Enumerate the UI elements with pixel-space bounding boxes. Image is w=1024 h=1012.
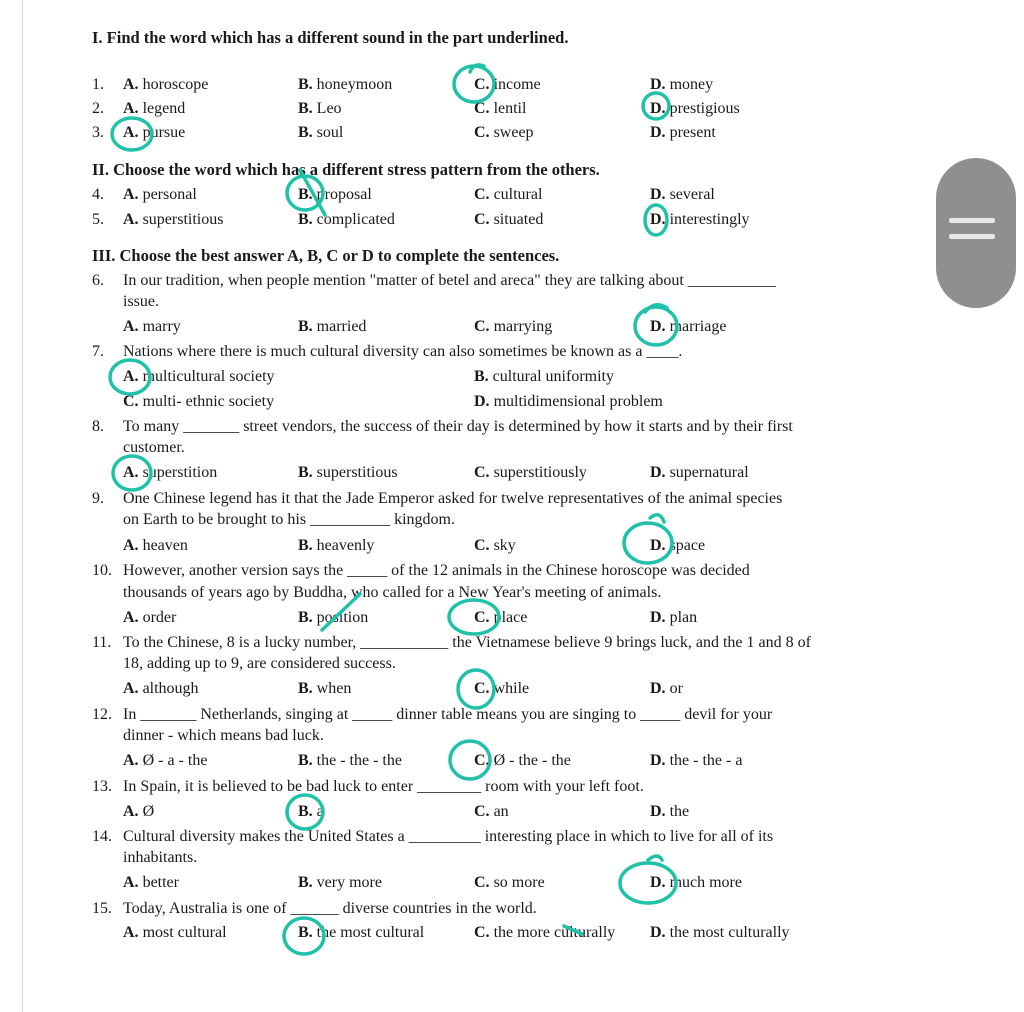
q8-option-a[interactable]: A. superstition — [123, 464, 218, 481]
q6-text: In our tradition, when people mention "matter of betel and areca" they are talking about ___________ — [123, 272, 776, 289]
q5-option-d[interactable]: D. interestingly — [650, 211, 750, 228]
q15-option-d[interactable]: D. the most culturally — [650, 924, 790, 941]
q7-option-c[interactable]: C. multi- ethnic society — [123, 393, 275, 410]
q2-option-d[interactable]: D. prestigious — [650, 100, 740, 117]
q9-option-c[interactable]: C. sky — [474, 537, 516, 554]
q11-text-cont: 18, adding up to 9, are considered success. — [123, 655, 396, 672]
q4-option-d[interactable]: D. several — [650, 186, 715, 203]
q12-option-c[interactable]: C. Ø - the - the — [474, 752, 571, 769]
q4-option-a[interactable]: A. personal — [123, 186, 197, 203]
section-1-heading: I. Find the word which has a different sound in the part underlined. — [92, 28, 569, 47]
q12-text: In _______ Netherlands, singing at _____ dinner table means you are singing to _____ devil for your — [123, 706, 773, 723]
q10-option-d[interactable]: D. plan — [650, 609, 698, 626]
q2-option-c[interactable]: C. lentil — [474, 100, 527, 117]
q13-option-c[interactable]: C. an — [474, 803, 509, 820]
q9-text-cont: on Earth to be brought to his __________ kingdom. — [123, 511, 455, 528]
q3-option-b[interactable]: B. soul — [298, 124, 344, 141]
q11-option-b[interactable]: B. when — [298, 680, 352, 697]
q8-option-d[interactable]: D. supernatural — [650, 464, 749, 481]
q3-option-a[interactable]: A. pursue — [123, 124, 186, 141]
q12-option-a[interactable]: A. Ø - a - the — [123, 752, 208, 769]
q13-option-a[interactable]: A. Ø — [123, 803, 155, 820]
q7-option-a[interactable]: A. multicultural society — [123, 368, 275, 385]
q6-text-cont: issue. — [123, 293, 159, 310]
q8-option-c[interactable]: C. superstitiously — [474, 464, 587, 481]
q6-option-b[interactable]: B. married — [298, 318, 367, 335]
q15-option-b[interactable]: B. the most cultural — [298, 924, 425, 941]
q14-option-c[interactable]: C. so more — [474, 874, 545, 891]
q6-option-a[interactable]: A. marry — [123, 318, 181, 335]
q12-option-d[interactable]: D. the - the - a — [650, 752, 743, 769]
q14-option-d[interactable]: D. much more — [650, 874, 742, 891]
q10-option-c[interactable]: C. place — [474, 609, 528, 626]
q8-text-cont: customer. — [123, 439, 185, 456]
q7-option-d[interactable]: D. multidimensional problem — [474, 393, 663, 410]
q6-option-c[interactable]: C. marrying — [474, 318, 553, 335]
q1-option-b[interactable]: B. honeymoon — [298, 76, 393, 93]
q11-option-a[interactable]: A. although — [123, 680, 199, 697]
worksheet-page: I. Find the word which has a different sound in the part underlined. 1. A. horoscope B. honeymoon C. income D. money 2. A. legend B. Leo C. lentil D. prestigious 3. A. pursue B. soul C. sweep D. present II. Choose the word which has a different stress pattern from the others. 4. A. personal B. proposal C. cultural D. several 5. A. superstitious B. complicated C. situated D. interestingly III. Choose the best answer A, B, C or D to complete the sentences. 6. In our tradition, when people mention "matter of betel and areca" they are talking about ___________ issue. A. marry B. married C. marrying D. marriage 7. Nations where there is much cultural diversity can also sometimes be known as a ____. A. multicultural society B. cultural uniformity C. multi- ethnic society D. multidimensional problem 8. To many _______ street vendors, the success of their day is determined by how it starts and by their first customer. A. superstition B. superstitious C. superstitiously D. supernatural 9. One Chinese legend has it that the Jade Emperor asked for twelve representatives of the animal species on Earth to be brought to his __________ kingdom. A. heaven B. heavenly C. sky D. space 10. However, another version says the _____ of the 12 animals in the Chinese horoscope was decided thousands of years ago by Buddha, who called for a New Year's meeting of animals. A. order B. position C. place D. plan 11. To the Chinese, 8 is a lucky number, ___________ the Vietnamese believe 9 brings luck, and the 1 and 8 of 18, adding up to 9, are considered success. A. although B. when C. while D. or 12. In _______ Netherlands, singing at _____ dinner table means you are singing to _____ devil for your dinner - which means bad luck. A. Ø - a - the B. the - the - the C. Ø - the - the D. the - the - a 13. In Spain, it is believed to be bad luck to enter ________ room with your left foot. A. Ø B. a C. an D. the 14. Cultural diversity makes the United States a _________ interesting place in which to live for all of its inhabitants. A. better B. very more C. so more D. much more 15. Today, Australia is one of ______ diverse countries in the world. A. most cultural B. the most cultural C. the more culturally D. the most culturally — [92, 28, 811, 941]
q4-option-c[interactable]: C. cultural — [474, 186, 543, 203]
q10-text-cont: thousands of years ago by Buddha, who called for a New Year's meeting of animals. — [123, 584, 662, 601]
q10-option-b[interactable]: B. position — [298, 609, 369, 626]
q1-option-d[interactable]: D. money — [650, 76, 714, 93]
q5-option-c[interactable]: C. situated — [474, 211, 544, 228]
q15-option-c[interactable]: C. the more culturally — [474, 924, 616, 941]
q1-option-a[interactable]: A. horoscope — [123, 76, 209, 93]
q13-option-d[interactable]: D. the — [650, 803, 690, 820]
q2-option-a[interactable]: A. legend — [123, 100, 186, 117]
q14-option-a[interactable]: A. better — [123, 874, 179, 891]
section-2-heading: II. Choose the word which has a different stress pattern from the others. — [92, 160, 600, 179]
q14-option-b[interactable]: B. very more — [298, 874, 382, 891]
q4-option-b[interactable]: B. proposal — [298, 186, 372, 203]
q9-text: One Chinese legend has it that the Jade Emperor asked for twelve representatives of the animal species — [123, 490, 783, 507]
q5-option-a[interactable]: A. superstitious — [123, 211, 224, 228]
drag-handle-icon — [949, 218, 995, 223]
q15-option-a[interactable]: A. most cultural — [123, 924, 227, 941]
q11-option-d[interactable]: D. or — [650, 680, 683, 697]
q13-text: In Spain, it is believed to be bad luck to enter ________ room with your left foot. — [123, 778, 644, 795]
q11-option-c[interactable]: C. while — [474, 680, 530, 697]
section-3-heading: III. Choose the best answer A, B, C or D to complete the sentences. — [92, 246, 560, 265]
q1-option-c[interactable]: C. income — [474, 76, 541, 93]
q11-text: To the Chinese, 8 is a lucky number, ___________ the Vietnamese believe 9 brings luck, and the 1 and 8 of — [123, 634, 811, 651]
q14-text: Cultural diversity makes the United States a _________ interesting place in which to live for all of its — [123, 828, 774, 845]
q15-text: Today, Australia is one of ______ diverse countries in the world. — [123, 900, 537, 917]
q14-text-cont: inhabitants. — [123, 849, 198, 866]
q7-text: Nations where there is much cultural diversity can also sometimes be known as a ____. — [123, 343, 683, 360]
q3-option-d[interactable]: D. present — [650, 124, 716, 141]
q12-text-cont: dinner - which means bad luck. — [123, 727, 324, 744]
q10-text: However, another version says the _____ of the 12 animals in the Chinese horoscope was decided — [123, 562, 750, 579]
drag-handle-icon-line2 — [949, 234, 995, 239]
scroll-handle[interactable] — [936, 158, 1016, 308]
q7-option-b[interactable]: B. cultural uniformity — [474, 368, 614, 385]
q5-option-b[interactable]: B. complicated — [298, 211, 395, 228]
q2-option-b[interactable]: B. Leo — [298, 100, 342, 117]
q9-option-d[interactable]: D. space — [650, 537, 706, 554]
q3-option-c[interactable]: C. sweep — [474, 124, 534, 141]
q10-option-a[interactable]: A. order — [123, 609, 177, 626]
q8-option-b[interactable]: B. superstitious — [298, 464, 398, 481]
q9-option-a[interactable]: A. heaven — [123, 537, 188, 554]
q8-text: To many _______ street vendors, the success of their day is determined by how it starts and by their first — [123, 418, 793, 435]
q6-option-d[interactable]: D. marriage — [650, 318, 727, 335]
q13-option-b[interactable]: B. a — [298, 803, 324, 820]
q9-option-b[interactable]: B. heavenly — [298, 537, 375, 554]
q12-option-b[interactable]: B. the - the - the — [298, 752, 402, 769]
